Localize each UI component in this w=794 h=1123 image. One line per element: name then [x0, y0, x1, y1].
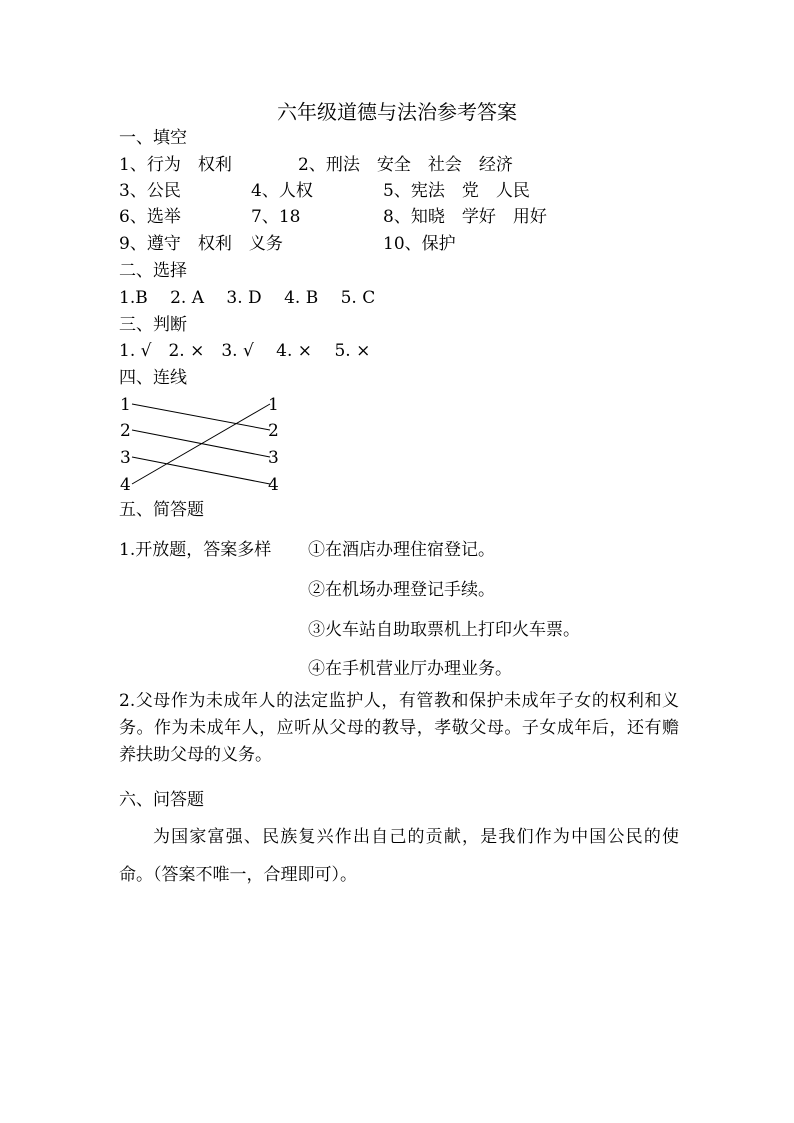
section-heading-fill-blank: 一、填空 [119, 128, 187, 148]
fill-answer-1: 1、行为 权利 [119, 155, 232, 175]
short-answer-1-item-4: ④在手机营业厅办理业务。 [308, 659, 512, 679]
fill-answer-4: 4、人权 [251, 181, 313, 201]
fill-answer-6: 6、选举 [119, 207, 181, 227]
match-link-line [132, 457, 270, 484]
section-heading-choice: 二、选择 [119, 261, 187, 281]
page-title: 六年级道德与法治参考答案 [277, 100, 517, 124]
match-link-line [132, 404, 270, 430]
choice-answers: 1.B 2. A 3. D 4. B 5. C [119, 288, 376, 308]
fill-answer-5: 5、宪法 党 人民 [383, 181, 530, 201]
match-right-label: 3 [268, 448, 279, 468]
qa-answer: 为国家富强、民族复兴作出自己的贡献，是我们作为中国公民的使命。（答案不唯一，合理即可）。 [119, 827, 679, 885]
short-answer-1-item-1: ①在酒店办理住宿登记。 [308, 540, 495, 560]
fill-answer-9: 9、遵守 权利 义务 [119, 234, 283, 254]
match-link-line [132, 404, 270, 484]
match-left-label: 4 [120, 475, 131, 495]
section-heading-judge: 三、判断 [119, 315, 187, 335]
matching-diagram [110, 390, 290, 500]
short-answer-1-item-3: ③火车站自助取票机上打印火车票。 [308, 620, 580, 640]
short-answer-1-intro: 1.开放题，答案多样 [119, 540, 272, 560]
section-heading-qa: 六、问答题 [119, 790, 204, 810]
match-right-label: 4 [268, 475, 279, 495]
match-left-label: 2 [120, 421, 131, 441]
section-heading-matching: 四、连线 [119, 368, 187, 388]
match-right-label: 1 [268, 395, 279, 415]
match-left-label: 1 [120, 395, 131, 415]
short-answer-1-item-2: ②在机场办理登记手续。 [308, 580, 495, 600]
match-left-label: 3 [120, 448, 131, 468]
fill-answer-2: 2、刑法 安全 社会 经济 [298, 155, 513, 175]
short-answer-2: 2.父母作为未成年人的法定监护人，有管教和保护未成年子女的权利和义务。作为未成年人，应听从父母的教导，孝敬父母。子女成年后，还有赡养扶助父母的义务。 [119, 691, 679, 765]
fill-answer-3: 3、公民 [119, 181, 181, 201]
fill-answer-10: 10、保护 [383, 234, 456, 254]
judge-answers: 1. √ 2. × 3. √ 4. × 5. × [119, 341, 371, 361]
fill-answer-8: 8、知晓 学好 用好 [383, 207, 547, 227]
match-right-label: 2 [268, 421, 279, 441]
fill-answer-7: 7、18 [251, 207, 301, 227]
section-heading-short-answer: 五、简答题 [119, 500, 204, 520]
